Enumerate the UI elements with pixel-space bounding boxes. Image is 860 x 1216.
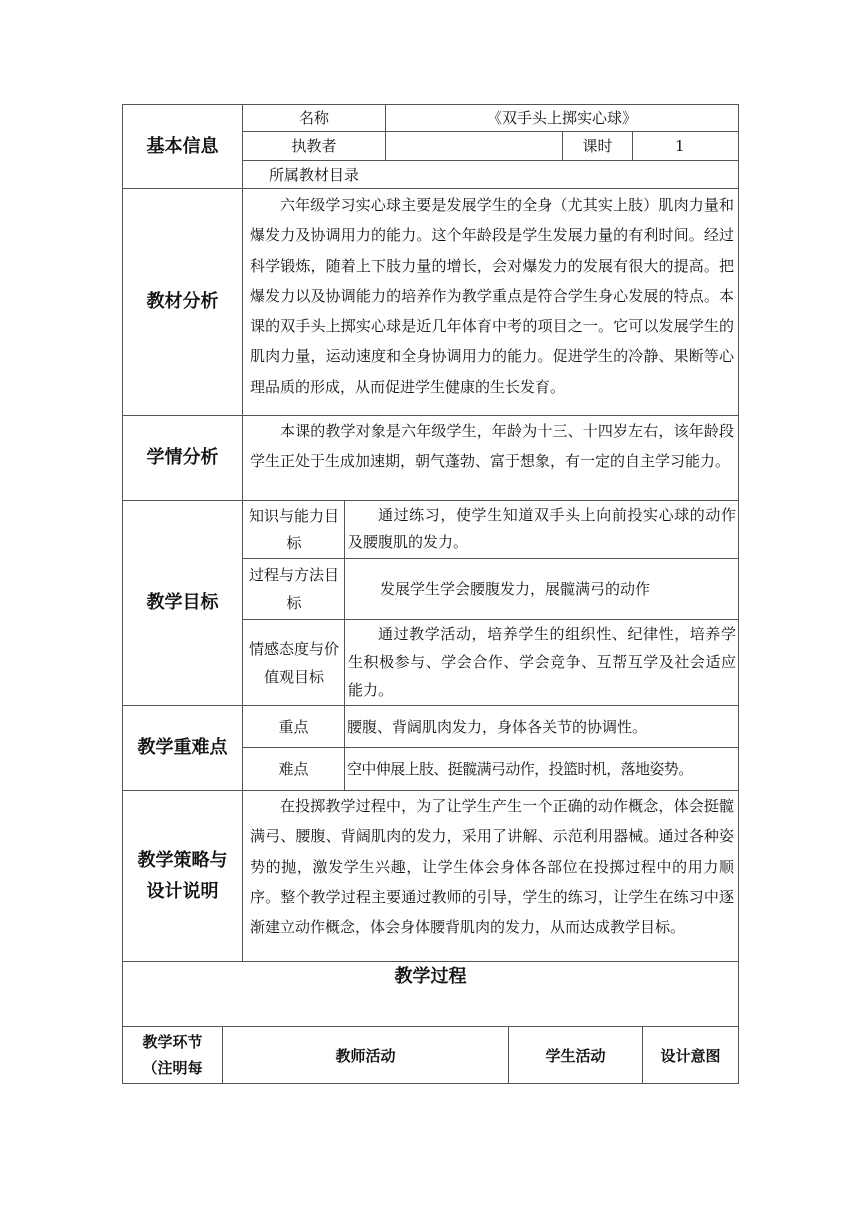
stage-column-header: 教学环节（注明每 [142, 1033, 203, 1077]
process-objective-text: 发展学生学会腰腹发力，展髋满弓的动作 [380, 580, 651, 598]
key-point-label: 重点 [278, 717, 309, 736]
learner-analysis-text: 本课的教学对象是六年级学生，年龄为十三、十四岁左右，该年龄段学生正处于生成加速期，朝气蓬勃、富于想象，有一定的自主学习能力。 [250, 422, 734, 471]
strategy-text: 在投掷教学过程中，为了让学生产生一个正确的动作概念，体会挺髋满弓、腰腹、背阔肌肉的发力，采用了讲解、示范利用器械。通过各种姿势的抛，激发学生兴趣，让学生体会身体各部位在投掷过程中的用力顺序。整个教学过程主要通过教师的引导，学生的练习，让学生在练习中逐渐建立动作概念，体会身体腰背肌肉的发力，从而达成教学目标。 [250, 797, 734, 937]
key-point-text: 腰腹、背阔肌肉发力，身体各关节的协调性。 [347, 717, 648, 736]
table-border-right [738, 104, 739, 1084]
strategy-heading: 教学策略与设计说明 [137, 850, 228, 902]
lesson-name-value: 《双手头上掷实心球》 [486, 109, 637, 127]
catalog-value [386, 161, 738, 188]
material-analysis-heading: 教材分析 [146, 291, 219, 312]
knowledge-objective-text: 通过练习，使学生知道双手头上向前投实心球的动作及腰腹肌的发力。 [348, 506, 736, 551]
design-intent-header: 设计意图 [660, 1046, 721, 1065]
attitude-objective-text: 通过教学活动，培养学生的组织性、纪律性，培养学生积极参与、学会合作、学会竞争、互帮互学及社会适应能力。 [348, 625, 736, 699]
knowledge-objective-label: 知识与能力目标 [248, 506, 339, 552]
basic-info-heading: 基本信息 [146, 135, 219, 157]
period-value: 1 [675, 137, 685, 155]
table-rule [344, 500, 345, 790]
teacher-activity-header: 教师活动 [335, 1046, 396, 1065]
process-title: 教学过程 [394, 966, 467, 987]
catalog-label: 所属教材目录 [268, 165, 359, 184]
name-label: 名称 [298, 109, 329, 127]
process-objective-label: 过程与方法目标 [248, 566, 339, 612]
difficult-point-text: 空中伸展上肢、挺髋满弓动作，投篮时机，落地姿势。 [347, 760, 693, 778]
material-analysis-text: 六年级学习实心球主要是发展学生的全身（尤其实上肢）肌肉力量和爆发力及协调用力的能力。这个年龄段是学生发展力量的有利时间。经过科学锻炼，随着上下肢力量的增长，会对爆发力的发展有很大的提高。把爆发力以及协调能力的培养作为教学重点是符合学生身心发展的特点。本课的双手头上掷实心球是近几年体育中考的项目之一。它可以发展学生的肌肉力量，运动速度和全身协调用力的能力。促进学生的冷静、果断等心理品质的形成，从而促进学生健康的生长发育。 [250, 196, 734, 396]
learner-analysis-heading: 学情分析 [146, 447, 219, 468]
teacher-label: 执教者 [291, 137, 337, 155]
period-label: 课时 [582, 137, 613, 155]
table-border-bottom [122, 1083, 739, 1084]
attitude-objective-label: 情感态度与价值观目标 [248, 639, 339, 686]
table-rule [242, 104, 243, 961]
objectives-heading: 教学目标 [146, 592, 219, 613]
student-activity-header: 学生活动 [545, 1046, 606, 1065]
key-points-heading: 教学重难点 [137, 737, 228, 758]
difficult-point-label: 难点 [278, 760, 309, 778]
teacher-value [386, 132, 562, 160]
